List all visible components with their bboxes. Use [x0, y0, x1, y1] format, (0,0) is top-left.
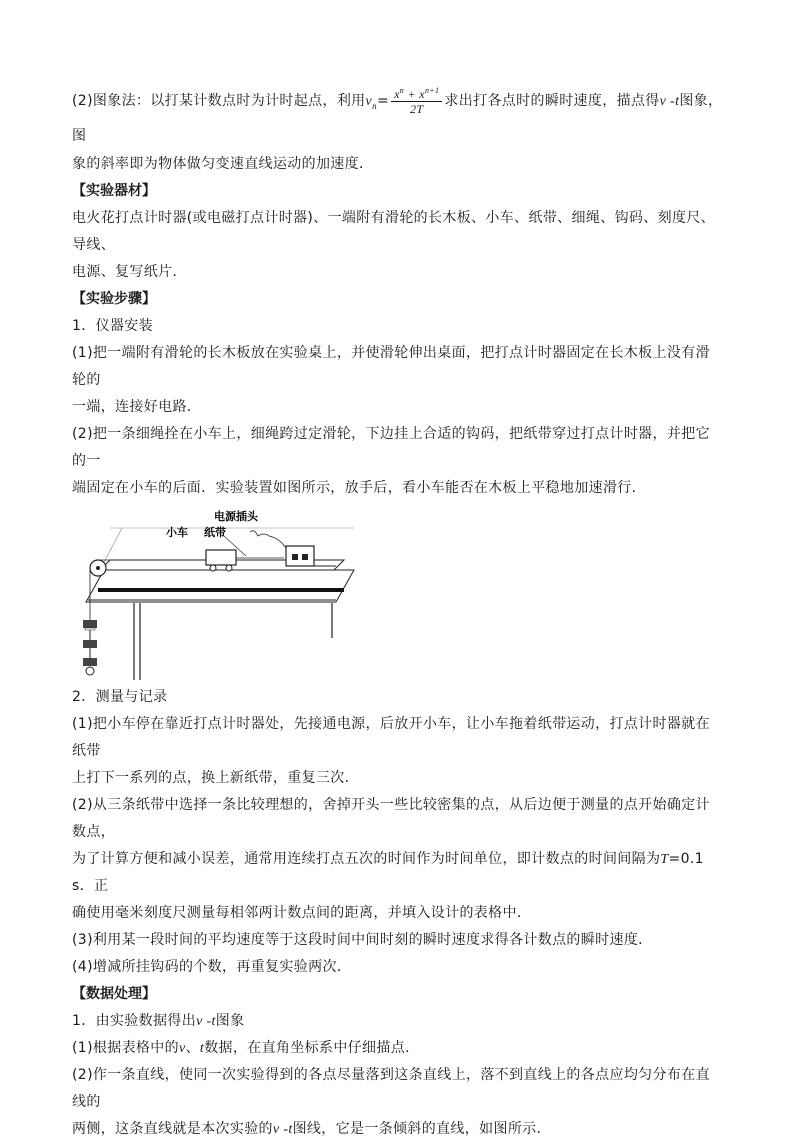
velocity-symbol: v: [365, 94, 373, 109]
label-cart: 小车: [166, 525, 188, 539]
step1-b-line1: (2)把一条细绳拴在小车上，细绳跨过定滑轮，下边挂上合适的钩码，把纸带穿过打点计时器，并把它的一: [72, 425, 710, 469]
data-b-line2-pre: 两侧，这条直线就是本次实验的: [72, 1120, 273, 1137]
step2-b-line2-text: 为了计算方便和减小误差，通常用连续打点五次的时间作为时间单位，即计数点的时间间隔为: [72, 850, 661, 867]
step1-a-line1: (1)把一端附有滑轮的长木板放在实验桌上，并使滑轮伸出桌面，把打点计时器固定在长木板上没有滑轮的: [72, 344, 710, 388]
step2-d: (4)增减所挂钩码的个数，再重复实验两次．: [72, 958, 352, 975]
step1-a-line2: 一端，连接好电路．: [72, 398, 202, 415]
numerator-x1: x: [394, 86, 400, 101]
fraction-denominator: 2T: [410, 101, 424, 116]
label-plug: 电源插头: [214, 509, 258, 523]
data-b-line2: [72, 1116, 724, 1143]
power-cord: [250, 530, 286, 547]
equals-sign: =: [376, 93, 390, 109]
equipment-line2: 电源、复写纸片．: [72, 263, 187, 280]
table-top: [86, 570, 354, 602]
equipment-line1: 电火花打点计时器(或电磁打点计时器)、一端附有滑轮的长木板、小车、纸带、细绳、钩码、刻度尺、导线、: [72, 209, 716, 253]
data-title-1: [72, 1008, 724, 1035]
data-a-mid: 、: [185, 1039, 200, 1056]
data-title-1-post: 图象: [215, 1012, 245, 1029]
numerator-x2: + x: [404, 86, 425, 101]
graph-method-line2: 象的斜率即为物体做匀变速直线运动的加速度．: [72, 155, 374, 172]
step1-title: 1．仪器安装: [72, 317, 154, 334]
steps-heading: 【实验步骤】: [72, 290, 156, 307]
step1-b-line2: 端固定在小车的后面．实验装置如图所示，放手后，看小车能否在木板上平稳地加速滑行．: [72, 479, 646, 496]
step2-title: 2．测量与记录: [72, 688, 168, 705]
velocity-fraction: [391, 87, 442, 116]
equipment-heading: 【实验器材】: [72, 182, 156, 199]
numerator-sub1: n: [399, 85, 405, 95]
data-a-post: 数据，在直角坐标系中仔细描点．: [204, 1039, 420, 1056]
apparatus-figure: [74, 508, 494, 680]
label-tape: 纸带: [204, 525, 226, 539]
graph-method-paragraph: [72, 86, 724, 151]
step2-a-line2: 上打下一系列的点，换上新纸带，重复三次．: [72, 769, 359, 786]
step2-b-line3: 确使用毫米刻度尺测量每相邻两计数点间的距离，并填入设计的表格中．: [72, 904, 532, 921]
data-a-pre: (1)根据表格中的: [72, 1039, 179, 1056]
data-b-line2-post: 图线，它是一条倾斜的直线，如图所示．: [292, 1120, 551, 1137]
vt-symbol: v -t: [659, 94, 680, 109]
data-a-v: v: [178, 1040, 186, 1056]
apparatus-diagram: [74, 508, 494, 680]
velocity-subscript: n: [372, 100, 377, 111]
data-b-line1: (2)作一条直线，使同一次实验得到的各点尽量落到这条直线上，落不到直线上的各点应均匀分布在直线的: [72, 1066, 710, 1110]
step2-b-line1: (2)从三条纸带中选择一条比较理想的，舍掉开头一些比较密集的点，从后边便于测量的点开始确定计数点，: [72, 796, 710, 840]
graph-method-text-2: 求出打各点时的瞬时速度，描点得: [444, 93, 660, 109]
pulley-axle: [96, 566, 100, 570]
data-title-1-vt: v -t: [196, 1013, 216, 1029]
graph-method-text-3: 图象，图: [72, 93, 723, 144]
step2-a-line1: (1)把小车停在靠近打点计时器处，先接通电源，后放开小车，让小车拖着纸带运动，打点计时器就在纸带: [72, 715, 710, 759]
step2-b-line2: [72, 846, 724, 900]
graph-method-text: (2)图象法：以打某计数点时为计时起点，利用: [72, 93, 366, 109]
data-a: [72, 1035, 724, 1062]
data-b-line2-vt: v -t: [272, 1121, 293, 1137]
data-a-t: t: [199, 1040, 205, 1056]
data-processing-heading: 【数据处理】: [72, 985, 156, 1002]
period-value: =0.1 s．正: [72, 850, 704, 894]
hook-weights: [83, 620, 97, 675]
fraction-numerator: [391, 87, 442, 102]
step2-c: (3)利用某一段时间的平均速度等于这段时间中间时刻的瞬时速度求得各计数点的瞬时速度．: [72, 931, 653, 948]
numerator-sub2: n+1: [424, 85, 440, 95]
period-symbol: T: [660, 851, 669, 867]
data-title-1-pre: 1．由实验数据得出: [72, 1012, 197, 1029]
